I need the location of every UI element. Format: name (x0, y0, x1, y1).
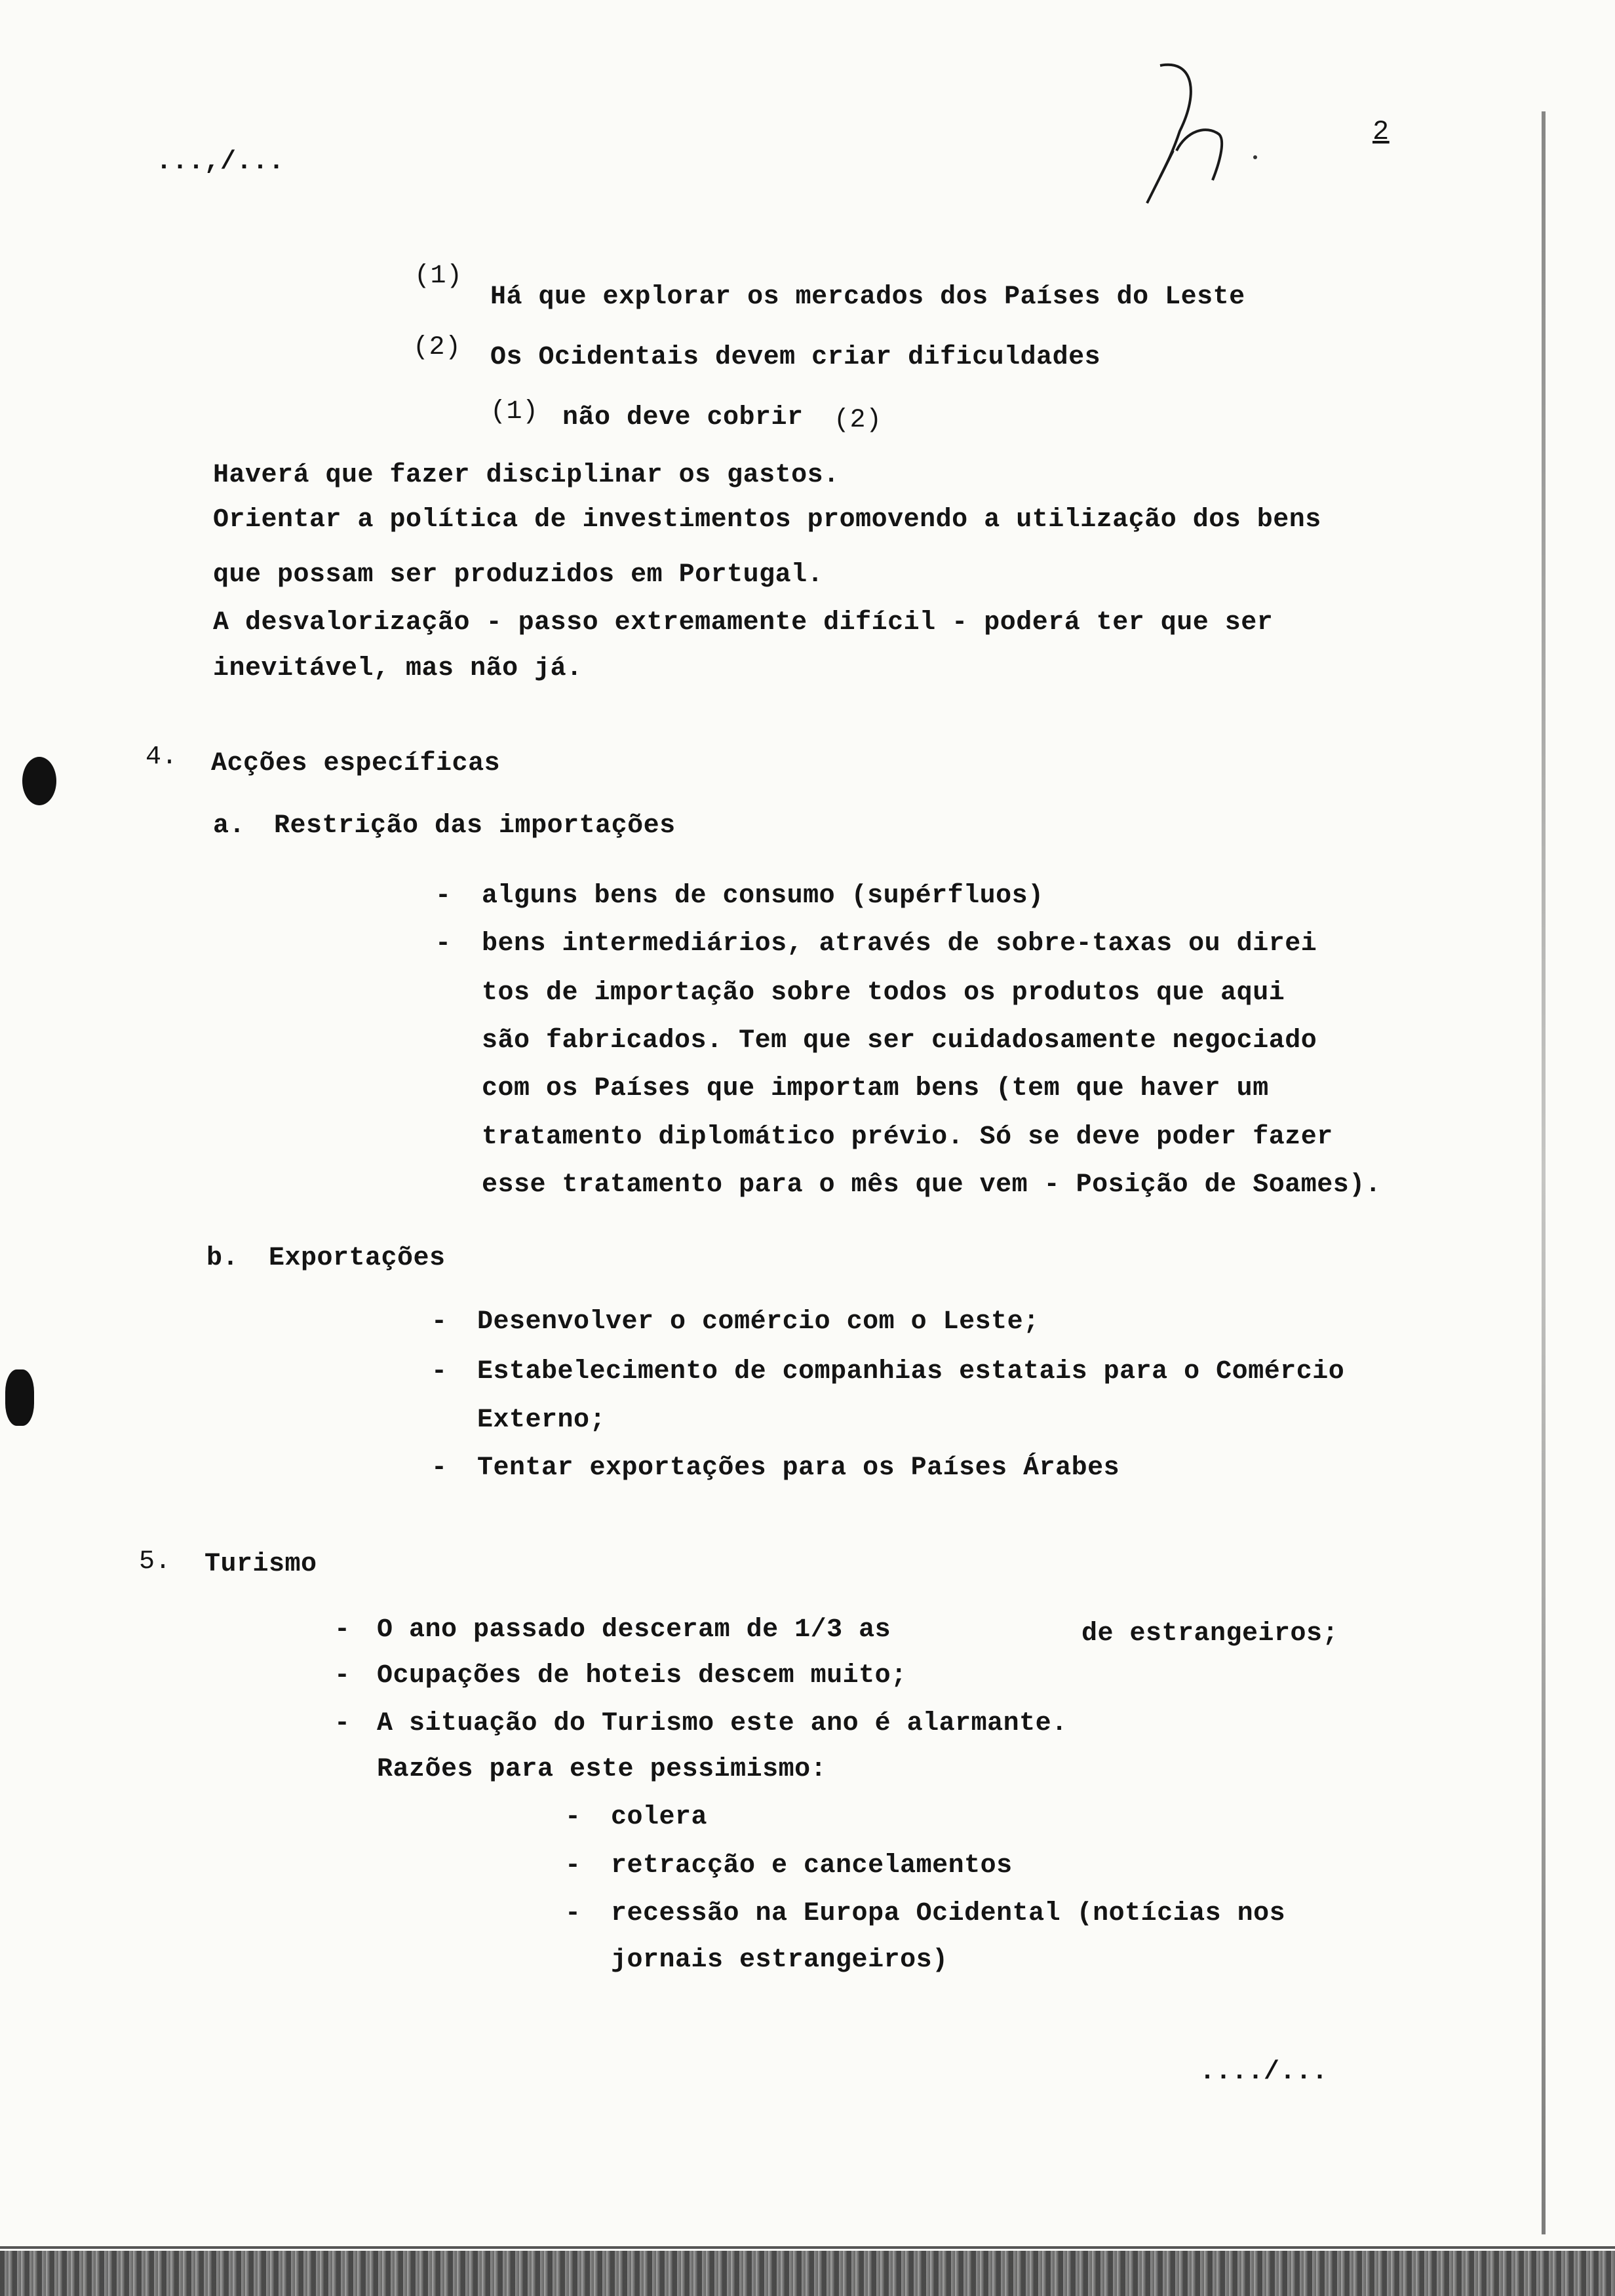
continuation-marker-top: ...,/... (156, 147, 285, 177)
punch-hole-mark (22, 757, 56, 805)
list-item-left: O ano passado desceram de 1/3 as (377, 1615, 891, 1645)
scan-edge-right (1542, 111, 1546, 2234)
bullet-dash: - (334, 1661, 351, 1691)
list-item-line: esse tratamento para o mês que vem - Posição de Soames). (482, 1170, 1382, 1200)
reason-item-line: recessão na Europa Ocidental (notícias nos (611, 1899, 1286, 1928)
list-item-line: tratamento diplomático prévio. Só se deve poder fazer (482, 1122, 1333, 1152)
paragraph-line: que possam ser produzidos em Portugal. (213, 560, 824, 590)
list-item: Ocupações de hoteis descem muito; (377, 1661, 907, 1691)
bullet-dash: - (435, 881, 452, 911)
section-4-title: Acções específicas (211, 749, 501, 778)
bullet-dash: - (565, 1851, 581, 1881)
point-number-2: (2) (413, 333, 461, 362)
list-item: A situação do Turismo este ano é alarmante. (377, 1709, 1068, 1738)
list-item: Tentar exportações para os Países Árabes (477, 1453, 1120, 1483)
continuation-marker-bottom: ..../... (1199, 2057, 1329, 2087)
paragraph-line: A desvalorização - passo extremamente difícil - poderá ter que ser (213, 608, 1274, 638)
point-number-1: (1) (414, 261, 463, 291)
scan-edge-bottom (0, 2251, 1615, 2296)
reason-item: colera (611, 1803, 708, 1832)
bullet-dash: - (565, 1803, 581, 1832)
relation-right: (2) (834, 406, 882, 435)
paragraph-line: Orientar a política de investimentos promovendo a utilização dos bens (213, 505, 1321, 535)
relation-middle: não deve cobrir (562, 403, 804, 432)
bullet-dash: - (431, 1307, 448, 1337)
punch-hole-mark (5, 1369, 34, 1426)
list-item-line: Estabelecimento de companhias estatais para o Comércio (477, 1357, 1345, 1387)
bullet-dash: - (334, 1709, 351, 1738)
paragraph-line: Haverá que fazer disciplinar os gastos. (213, 461, 840, 490)
section-5-number: 5. (139, 1547, 172, 1577)
list-item-line: com os Países que importam bens (tem que haver um (482, 1074, 1269, 1103)
list-item: alguns bens de consumo (supérfluos) (482, 881, 1044, 911)
subsection-b-title: Exportações (269, 1244, 446, 1273)
list-item: Desenvolver o comércio com o Leste; (477, 1307, 1040, 1337)
scan-edge-line (0, 2246, 1615, 2249)
reasons-label: Razões para este pessimismo: (377, 1755, 827, 1784)
subsection-a-label: a. (213, 811, 246, 841)
list-item-line: Externo; (477, 1406, 606, 1435)
bullet-dash: - (565, 1899, 581, 1928)
handwritten-signature-icon (1121, 52, 1278, 236)
subsection-b-label: b. (206, 1244, 239, 1273)
section-5-title: Turismo (204, 1550, 317, 1579)
point-text-1: Há que explorar os mercados dos Países do Leste (490, 282, 1245, 312)
bullet-dash: - (431, 1453, 448, 1483)
point-text-2: Os Ocidentais devem criar dificuldades (490, 343, 1101, 372)
bullet-dash: - (435, 929, 452, 959)
list-item-line: bens intermediários, através de sobre-taxas ou direi (482, 929, 1317, 959)
reason-item: retracção e cancelamentos (611, 1851, 1013, 1881)
list-item-line: são fabricados. Tem que ser cuidadosamente negociado (482, 1026, 1317, 1056)
list-item-right: de estrangeiros; (1081, 1619, 1339, 1649)
bullet-dash: - (431, 1357, 448, 1387)
relation-left: (1) (490, 397, 539, 427)
bullet-dash: - (334, 1615, 351, 1645)
paragraph-line: inevitável, mas não já. (213, 654, 583, 683)
section-4-number: 4. (146, 742, 178, 772)
list-item-line: tos de importação sobre todos os produtos que aqui (482, 978, 1285, 1008)
subsection-a-title: Restrição das importações (274, 811, 676, 841)
page-number: 2 (1372, 116, 1390, 147)
reason-item-line: jornais estrangeiros) (611, 1945, 948, 1975)
